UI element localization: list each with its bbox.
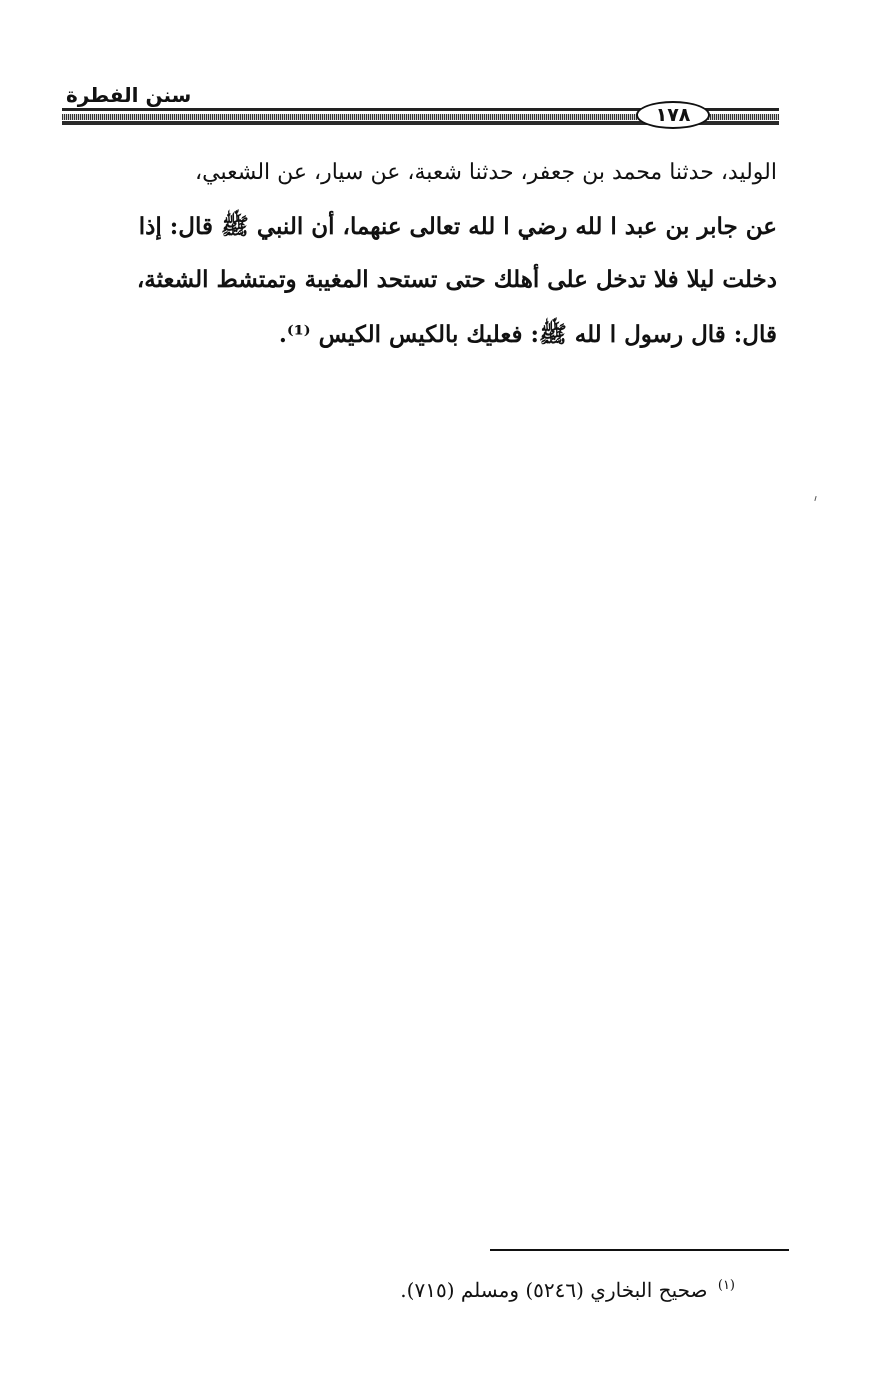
body-line: قال: قال رسول ا لله ﷺ: فعليك بالكيس الكيس ⁽¹⁾. — [278, 321, 777, 348]
footnote-separator — [490, 1249, 789, 1251]
footnote-text: صحيح البخاري (٥٢٤٦) ومسلم (٧١٥). — [400, 1278, 708, 1302]
footnote — [400, 1278, 735, 1302]
page-number: ١٧٨ — [636, 101, 710, 129]
stray-ink-mark — [814, 496, 816, 501]
body-line: دخلت ليلا فلا تدخل على أهلك حتى تستحد المغيبة وتمتشط الشعثة، — [136, 266, 777, 293]
footnote-marker: (١) — [717, 1278, 735, 1294]
running-header-title: سنن الفطرة — [66, 83, 192, 107]
body-line: عن جابر بن عبد ا لله رضي ا لله تعالى عنهما، أن النبي ﷺ قال: إذا — [138, 213, 777, 240]
body-line: الوليد، حدثنا محمد بن جعفر، حدثنا شعبة، عن سيار، عن الشعبي، — [195, 160, 777, 185]
